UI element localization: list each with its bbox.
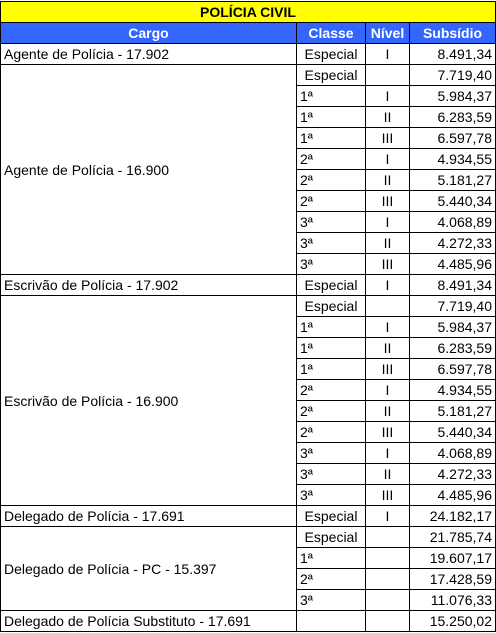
nivel-cell: [366, 569, 410, 590]
classe-cell: 2ª: [297, 422, 366, 443]
subsidio-cell: 4.934,55: [410, 149, 496, 170]
table-row: [1, 611, 496, 632]
nivel-cell: [366, 296, 410, 317]
classe-cell: 2ª: [297, 170, 366, 191]
nivel-cell: III: [366, 254, 410, 275]
cargo-cell: Delegado de Polícia - 17.691: [1, 506, 297, 527]
table-row: [1, 506, 496, 527]
nivel-cell: II: [366, 464, 410, 485]
classe-cell: 3ª: [297, 464, 366, 485]
table-row: [1, 44, 496, 65]
nivel-cell: III: [366, 422, 410, 443]
table-row: [1, 275, 496, 296]
subsidio-cell: 19.607,17: [410, 548, 496, 569]
subsidio-cell: 8.491,34: [410, 275, 496, 296]
nivel-cell: [366, 611, 410, 632]
subsidio-cell: 5.984,37: [410, 317, 496, 338]
nivel-cell: II: [366, 170, 410, 191]
classe-cell: 1ª: [297, 107, 366, 128]
header-nivel: Nível: [366, 23, 410, 44]
subsidio-cell: 8.491,34: [410, 44, 496, 65]
nivel-cell: I: [366, 317, 410, 338]
header-row: [1, 23, 496, 44]
title-row: [1, 2, 496, 23]
nivel-cell: II: [366, 338, 410, 359]
subsidio-cell: 6.283,59: [410, 338, 496, 359]
subsidio-cell: 6.283,59: [410, 107, 496, 128]
classe-cell: 1ª: [297, 128, 366, 149]
subsidio-cell: 17.428,59: [410, 569, 496, 590]
classe-cell: Especial: [297, 44, 366, 65]
classe-cell: [297, 611, 366, 632]
classe-cell: 2ª: [297, 401, 366, 422]
subsidio-cell: 11.076,33: [410, 590, 496, 611]
nivel-cell: [366, 548, 410, 569]
classe-cell: 3ª: [297, 254, 366, 275]
nivel-cell: I: [366, 212, 410, 233]
classe-cell: 3ª: [297, 590, 366, 611]
header-subsidio: Subsídio: [410, 23, 496, 44]
cargo-cell: Delegado de Polícia Substituto - 17.691: [1, 611, 297, 632]
salary-table: [0, 1, 496, 632]
classe-cell: Especial: [297, 527, 366, 548]
subsidio-cell: 5.984,37: [410, 86, 496, 107]
table-body: [1, 44, 496, 632]
nivel-cell: III: [366, 191, 410, 212]
header-cargo: Cargo: [1, 23, 297, 44]
subsidio-cell: 4.068,89: [410, 443, 496, 464]
classe-cell: 1ª: [297, 548, 366, 569]
cargo-cell: Escrivão de Polícia - 17.902: [1, 275, 297, 296]
nivel-cell: I: [366, 506, 410, 527]
subsidio-cell: 6.597,78: [410, 128, 496, 149]
nivel-cell: III: [366, 128, 410, 149]
nivel-cell: III: [366, 485, 410, 506]
nivel-cell: I: [366, 380, 410, 401]
nivel-cell: I: [366, 86, 410, 107]
subsidio-cell: 6.597,78: [410, 359, 496, 380]
subsidio-cell: 5.440,34: [410, 191, 496, 212]
nivel-cell: [366, 527, 410, 548]
subsidio-cell: 4.068,89: [410, 212, 496, 233]
table-row: [1, 296, 496, 317]
nivel-cell: II: [366, 107, 410, 128]
cargo-cell: Agente de Polícia - 17.902: [1, 44, 297, 65]
classe-cell: 1ª: [297, 317, 366, 338]
nivel-cell: I: [366, 44, 410, 65]
subsidio-cell: 5.440,34: [410, 422, 496, 443]
subsidio-cell: 5.181,27: [410, 401, 496, 422]
classe-cell: 2ª: [297, 380, 366, 401]
nivel-cell: [366, 65, 410, 86]
classe-cell: Especial: [297, 275, 366, 296]
classe-cell: 3ª: [297, 233, 366, 254]
classe-cell: 1ª: [297, 338, 366, 359]
nivel-cell: II: [366, 401, 410, 422]
subsidio-cell: 4.485,96: [410, 485, 496, 506]
subsidio-cell: 24.182,17: [410, 506, 496, 527]
nivel-cell: I: [366, 149, 410, 170]
cargo-cell: Delegado de Polícia - PC - 15.397: [1, 527, 297, 611]
classe-cell: 3ª: [297, 212, 366, 233]
subsidio-cell: 7.719,40: [410, 296, 496, 317]
nivel-cell: II: [366, 233, 410, 254]
cargo-cell: Escrivão de Polícia - 16.900: [1, 296, 297, 506]
table-title: POLÍCIA CIVIL: [1, 2, 496, 23]
subsidio-cell: 4.934,55: [410, 380, 496, 401]
nivel-cell: I: [366, 275, 410, 296]
table-row: [1, 65, 496, 86]
classe-cell: 2ª: [297, 149, 366, 170]
subsidio-cell: 4.272,33: [410, 464, 496, 485]
nivel-cell: I: [366, 443, 410, 464]
header-classe: Classe: [297, 23, 366, 44]
classe-cell: Especial: [297, 296, 366, 317]
subsidio-cell: 15.250,02: [410, 611, 496, 632]
classe-cell: 1ª: [297, 86, 366, 107]
nivel-cell: [366, 590, 410, 611]
classe-cell: 1ª: [297, 359, 366, 380]
subsidio-cell: 4.485,96: [410, 254, 496, 275]
nivel-cell: III: [366, 359, 410, 380]
classe-cell: Especial: [297, 65, 366, 86]
classe-cell: 2ª: [297, 569, 366, 590]
subsidio-cell: 4.272,33: [410, 233, 496, 254]
subsidio-cell: 5.181,27: [410, 170, 496, 191]
cargo-cell: Agente de Polícia - 16.900: [1, 65, 297, 275]
subsidio-cell: 21.785,74: [410, 527, 496, 548]
table-row: [1, 527, 496, 548]
classe-cell: 3ª: [297, 485, 366, 506]
classe-cell: Especial: [297, 506, 366, 527]
classe-cell: 2ª: [297, 191, 366, 212]
subsidio-cell: 7.719,40: [410, 65, 496, 86]
classe-cell: 3ª: [297, 443, 366, 464]
